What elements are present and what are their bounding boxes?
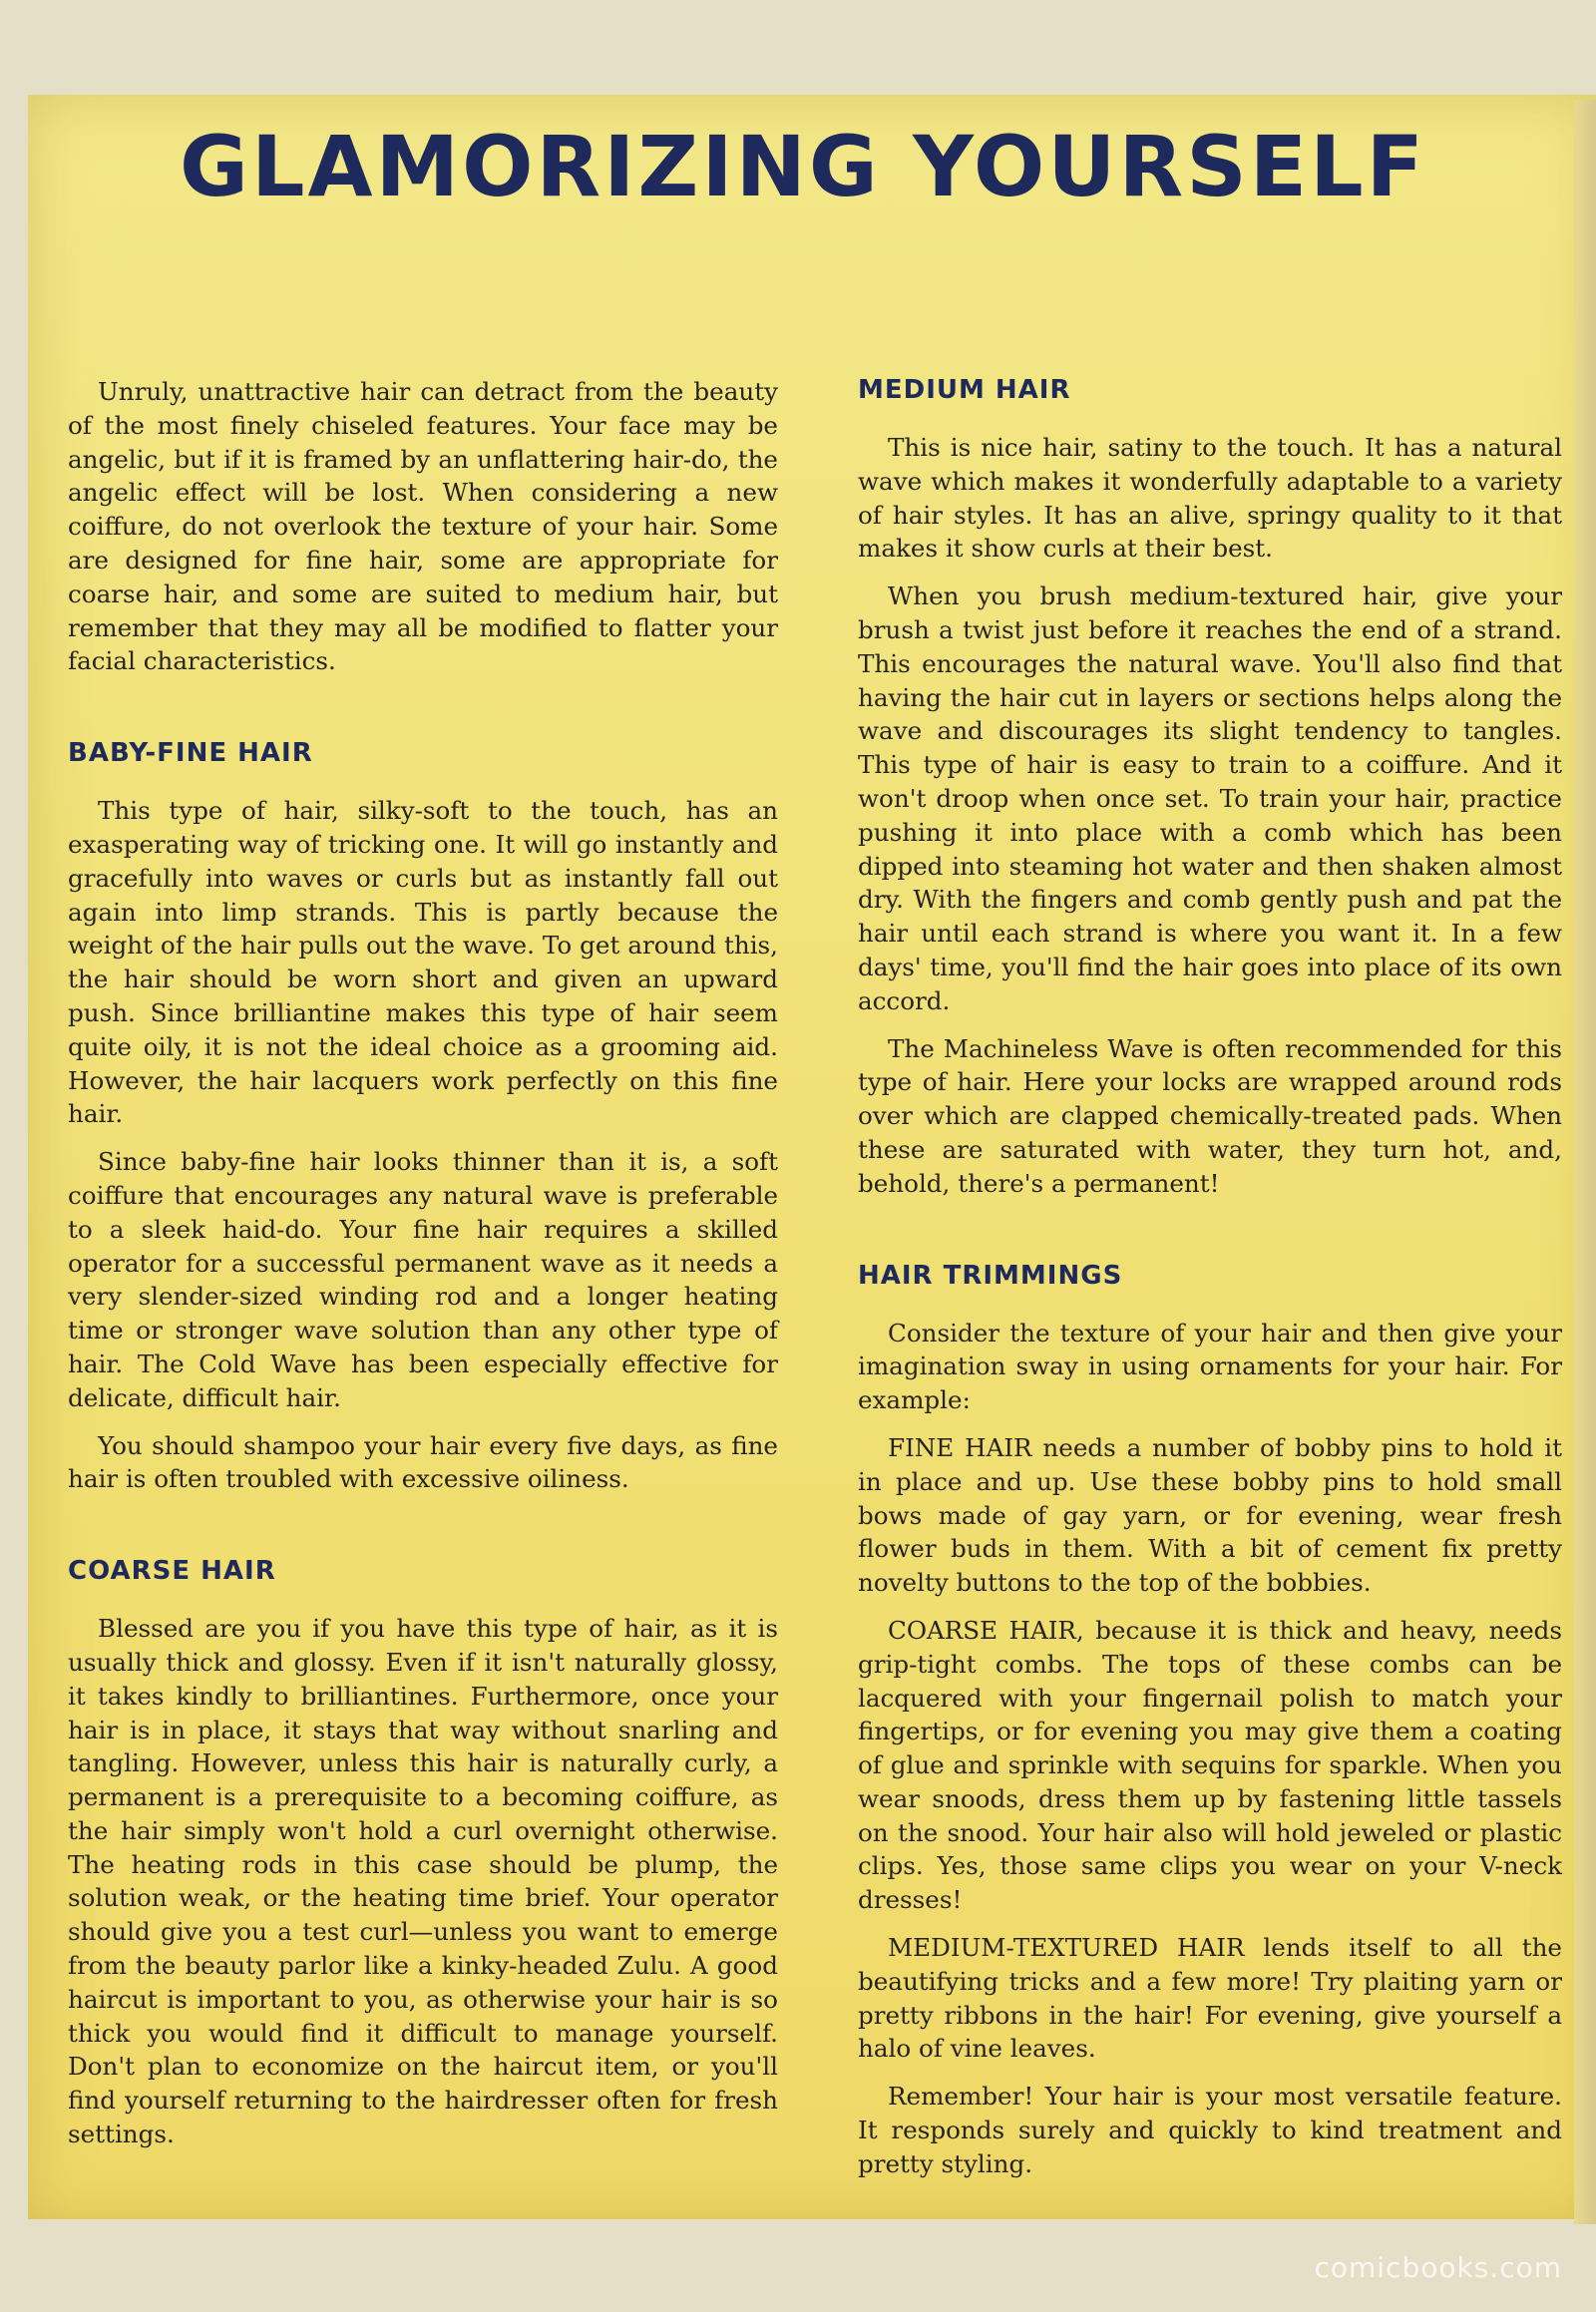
trimmings-paragraph: Consider the texture of your hair and then give your imagination sway in using ornaments for your hair. For example: (858, 1318, 1562, 1415)
trimmings-paragraph: FINE HAIR needs a number of bobby pins to hold it in place and up. Use these bobby pins to hold small bows made of gay yarn, or for evening, wear fresh flower buds in them. With a bit of cement fix pretty novelty buttons to the top of the bobbies. (858, 1432, 1562, 1598)
trimmings-paragraph: MEDIUM-TEXTURED HAIR lends itself to all the beautifying tricks and a few more! Try plaiting yarn or pretty ribbons in the hair! For evening, give yourself a halo of vine leaves. (858, 1933, 1562, 2064)
trimmings-paragraph: COARSE HAIR, because it is thick and heavy, needs grip-tight combs. The tops of these combs can be lacquered with your fingernail polish to match your fingertips, or for evening you may give them a coating of glue and sprinkle with sequins for sparkle. When you wear snoods, dress them up by fastening little tassels on the snood. Your hair also will hold jeweled or plastic clips. Yes, those same clips you wear on your V-neck dresses! (858, 1615, 1562, 1915)
intro-section (68, 375, 778, 678)
intro-paragraph: Unruly, unattractive hair can detract from the beauty of the most finely chiseled features. Your face may be angelic, but if it is framed by an unflattering hair-do, the angelic effect will be lost. When considering a new coiffure, do not overlook the texture of your hair. Some are designed for fine hair, some are appropriate for coarse hair, and some are suited to medium hair, but remember that they may all be modified to flatter your facial characteristics. (68, 377, 778, 676)
coarse-section (68, 1556, 778, 2151)
page-title: GLAMORIZING YOURSELF (180, 118, 1426, 215)
baby-fine-paragraph: This type of hair, silky-soft to the touch, has an exasperating way of tricking one. It will go instantly and gracefully into waves or curls but as instantly fall out again into limp strands. This is partly because the weight of the hair pulls out the wave. To get around this, the hair should be worn short and given an upward push. Since brilliantine makes this type of hair seem quite oily, it is not the ideal choice as a grooming aid. However, the hair lacquers work perfectly on this fine hair. (68, 796, 778, 1129)
coarse-paragraph: Blessed are you if you have this type of hair, as it is usually thick and glossy. Even if it isn't naturally glossy, it takes kindly to brilliantines. Furthermore, once your hair is in place, it stays that way without snarling and tangling. However, unless this hair is naturally curly, a permanent is a prerequisite to a becoming coiffure, as the hair simply won't hold a curl overnight otherwise. The heating rods in this case should be plump, the solution weak, or the heating time brief. Your operator should give you a test curl—unless you want to emerge from the beauty parlor like a kinky-headed Zulu. A good haircut is important to you, as otherwise your hair is so thick you would find it difficult to manage yourself. Don't plan to economize on the haircut item, or you'll find yourself returning to the hairdresser often for fresh settings. (68, 1614, 778, 2149)
baby-fine-section (68, 738, 778, 1496)
baby-fine-paragraph: You should shampoo your hair every five days, as fine hair is often troubled with excessive oiliness. (68, 1430, 778, 1494)
site-watermark: comicbooks.com (1314, 2251, 1562, 2284)
coarse-heading: COARSE HAIR (68, 1556, 276, 1587)
medium-section (858, 375, 1562, 1201)
medium-paragraph: When you brush medium-textured hair, give your brush a twist just before it reaches the end of a strand. This encourages the natural wave. You'll also find that having the hair cut in layers or sections helps along the wave and discourages its slight tendency to tangles. This type of hair is easy to train to a coiffure. And it won't droop when once set. To train your hair, practice pushing it into place with a comb which has been dipped into steaming hot water and then shaken almost dry. With the fingers and comb gently push and pat the hair until each strand is where you want it. In a few days' time, you'll find the hair goes into place of its own accord. (858, 581, 1562, 1015)
trimmings-section (858, 1261, 1562, 2181)
left-column (68, 375, 778, 2211)
medium-heading: MEDIUM HAIR (858, 375, 1071, 405)
right-column (858, 375, 1562, 2241)
trimmings-heading: HAIR TRIMMINGS (858, 1260, 1123, 1291)
medium-paragraph: This is nice hair, satiny to the touch. It has a natural wave which makes it wonderfully adaptable to a variety of hair styles. It has an alive, springy quality to it that makes it show curls at their best. (858, 433, 1562, 564)
baby-fine-heading: BABY-FINE HAIR (68, 738, 313, 769)
baby-fine-paragraph: Since baby-fine hair looks thinner than it is, a soft coiffure that encourages any natural wave is preferable to a sleek haid-do. Your fine hair requires a skilled operator for a successful permanent wave as it needs a very slender-sized winding rod and a longer heating time or stronger wave solution than any other type of hair. The Cold Wave has been especially effective for delicate, difficult hair. (68, 1147, 778, 1412)
trimmings-paragraph: Remember! Your hair is your most versatile feature. It responds surely and quickly to kind treatment and pretty styling. (858, 2082, 1562, 2178)
medium-paragraph: The Machineless Wave is often recommended for this type of hair. Here your locks are wrapped around rods over which are clapped chemically-treated pads. When these are saturated with water, they turn hot, and, behold, there's a permanent! (858, 1033, 1562, 1198)
page-spine-edge (1574, 100, 1596, 2224)
